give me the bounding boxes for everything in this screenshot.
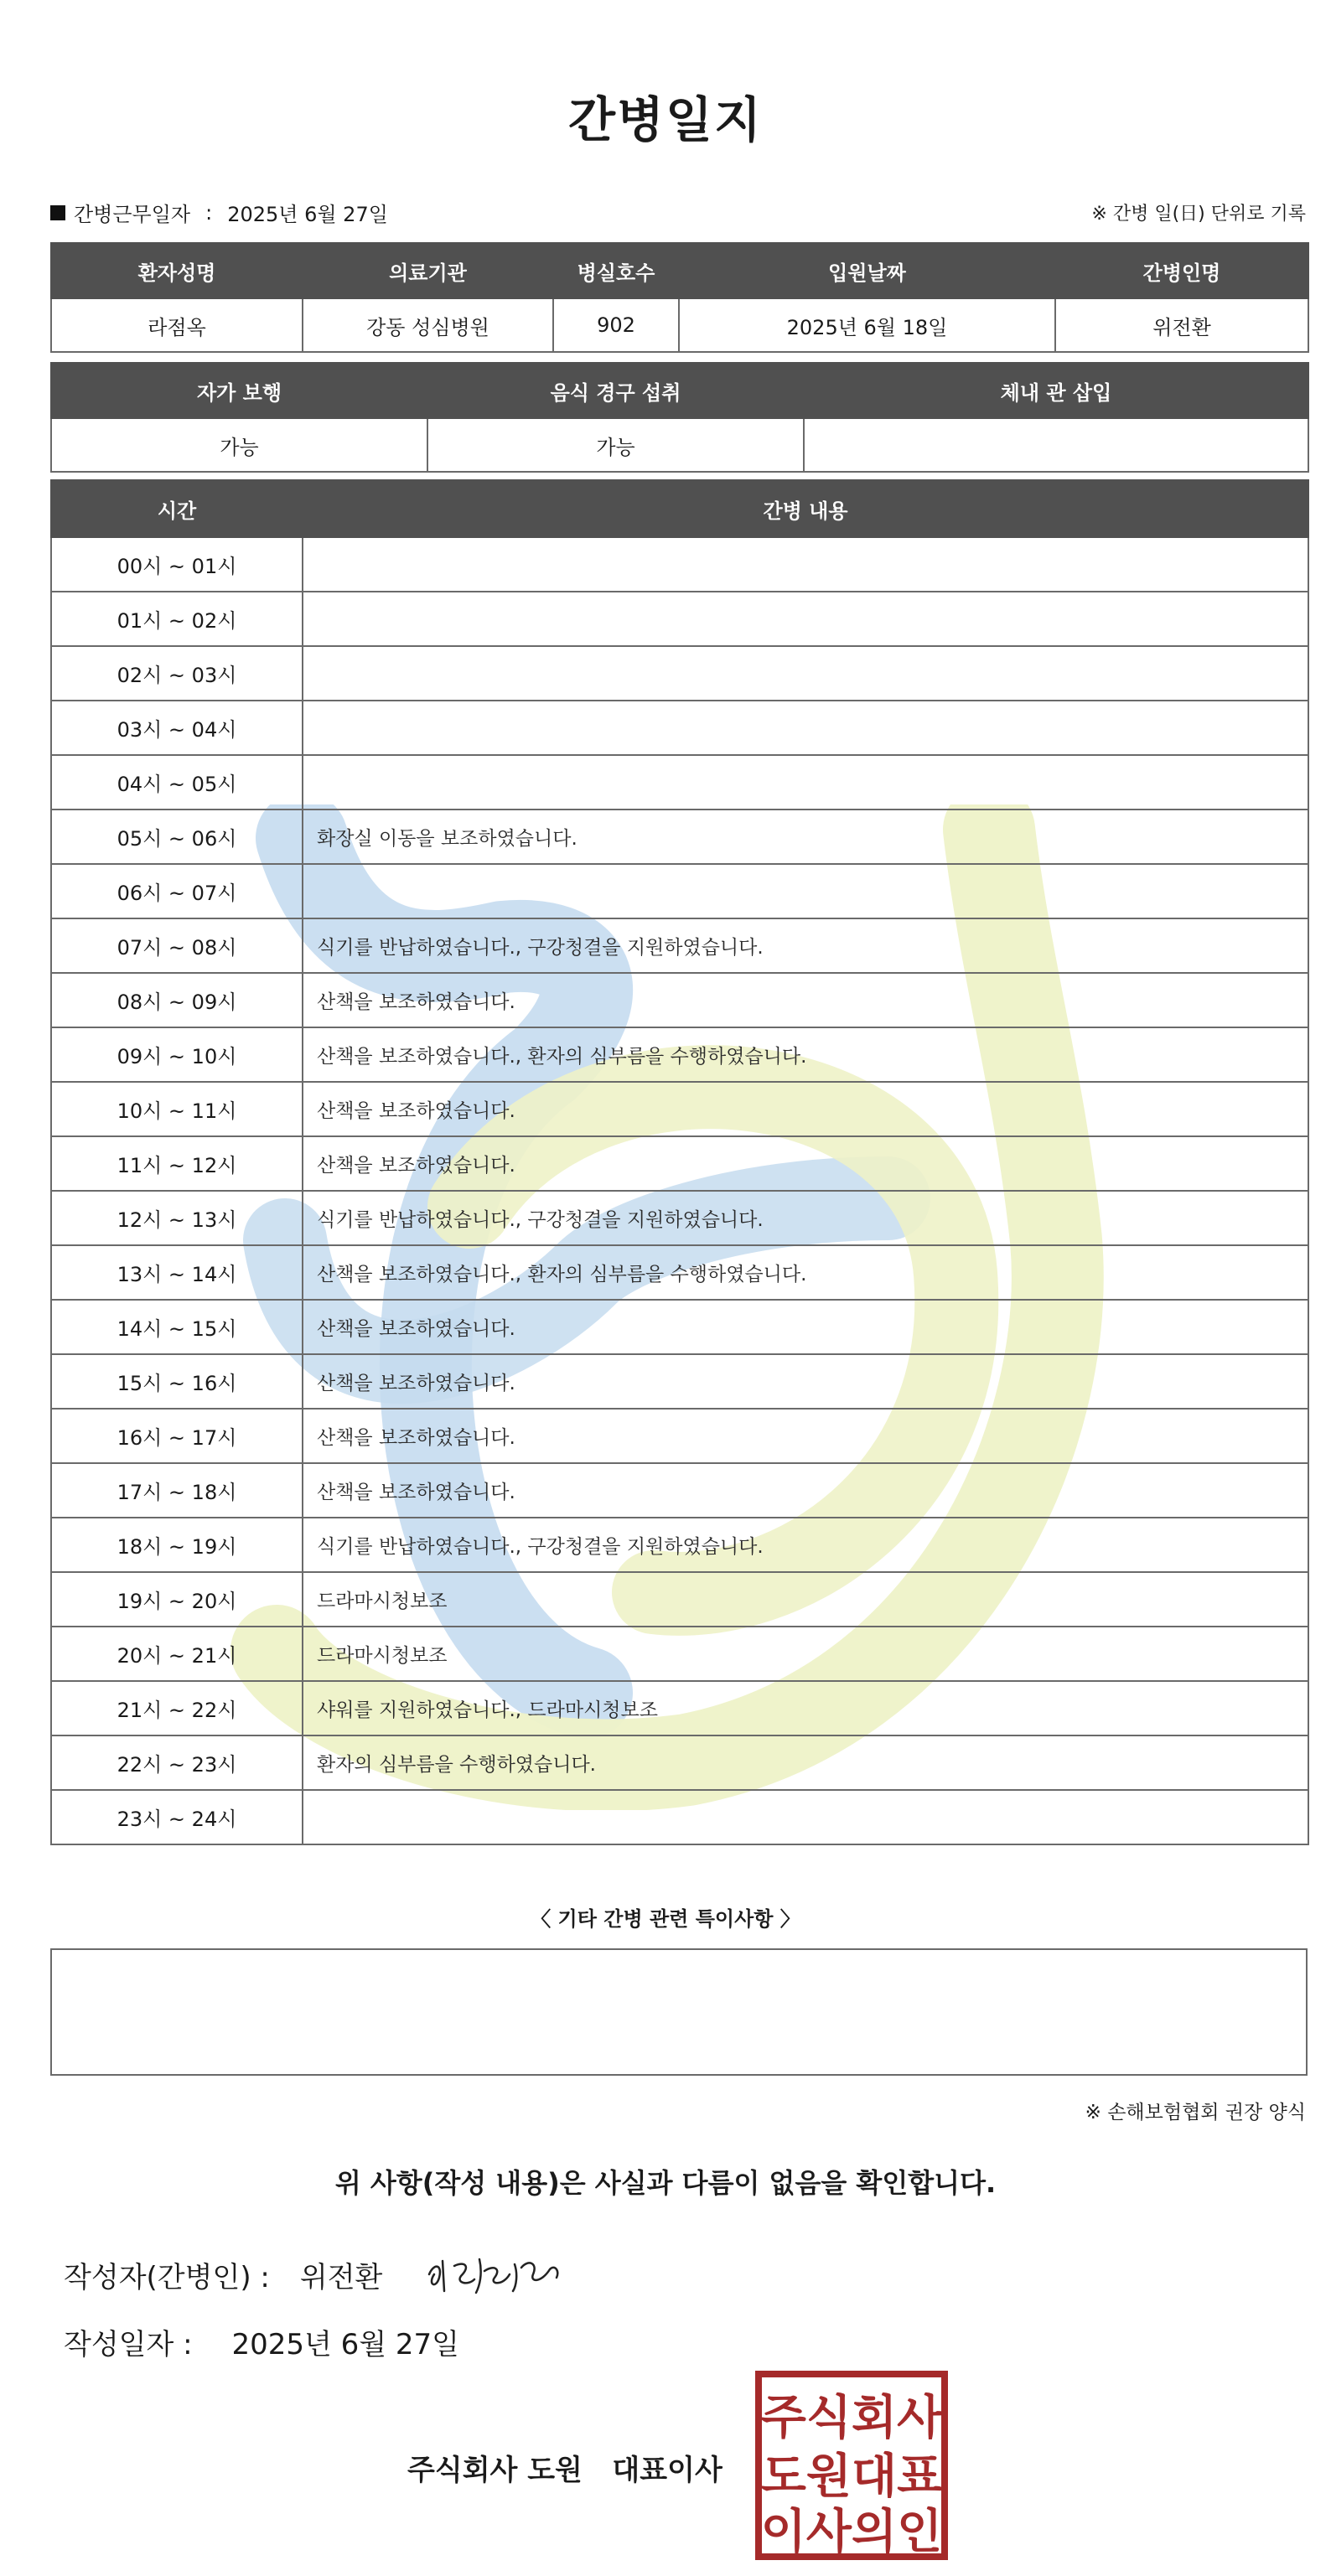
company-representative: 주식회사 도원 대표이사 [407,2454,722,2487]
hourly-care-log-table [50,479,1309,1845]
log-row [51,1354,1308,1409]
bullet-square-icon [50,205,65,220]
tube-insertion-value [804,418,1308,472]
log-content: 산책을 보조하였습니다., 환자의 심부름을 수행하였습니다. [303,1245,1308,1300]
log-content [303,755,1308,810]
log-content [303,537,1308,592]
log-body [51,537,1308,1844]
log-time: 20시 ~ 21시 [51,1627,303,1681]
log-content: 식기를 반납하였습니다., 구강청결을 지원하였습니다. [303,918,1308,973]
log-content [303,646,1308,701]
writer-name: 위전환 [299,2260,383,2294]
written-date-value: 2025년 6월 27일 [231,2328,460,2361]
patient-value-row [51,298,1308,352]
log-content: 산책을 보조하였습니다. [303,1136,1308,1191]
log-content: 산책을 보조하였습니다. [303,1409,1308,1463]
work-date [50,198,388,227]
log-content: 산책을 보조하였습니다. [303,1300,1308,1354]
log-row [51,1681,1308,1735]
log-header-row [51,480,1308,537]
work-date-separator: : [205,200,213,225]
log-time: 01시 ~ 02시 [51,592,303,646]
log-content: 드라마시청보조 [303,1572,1308,1627]
log-row [51,810,1308,864]
log-row [51,537,1308,592]
log-row [51,1245,1308,1300]
log-content: 산책을 보조하였습니다., 환자의 심부름을 수행하였습니다. [303,1027,1308,1082]
written-date-line [64,2321,459,2362]
meta-row [50,198,1306,226]
hospital-name: 강동 성심병원 [303,298,553,352]
log-time: 04시 ~ 05시 [51,755,303,810]
confirmation-statement: 위 사항(작성 내용)은 사실과 다름이 없음을 확인합니다. [334,2167,997,2199]
log-row [51,755,1308,810]
log-content: 드라마시청보조 [303,1627,1308,1681]
log-time: 09시 ~ 10시 [51,1027,303,1082]
log-row [51,918,1308,973]
log-time: 00시 ~ 01시 [51,537,303,592]
ability-value-row [51,418,1308,472]
association-form-note: ※ 손해보험협회 권장 양식 [1085,2102,1306,2123]
log-time: 08시 ~ 09시 [51,973,303,1027]
header-tube-insertion: 체내 관 삽입 [804,363,1308,418]
log-row [51,1082,1308,1136]
header-caregiver-name: 간병인명 [1055,243,1308,298]
log-row [51,592,1308,646]
log-content: 식기를 반납하였습니다., 구강청결을 지원하였습니다. [303,1518,1308,1572]
room-number: 902 [553,298,679,352]
header-hospital: 의료기관 [303,243,553,298]
log-content: 산책을 보조하였습니다. [303,1082,1308,1136]
oral-intake-value: 가능 [427,418,804,472]
log-time: 05시 ~ 06시 [51,810,303,864]
log-time: 19시 ~ 20시 [51,1572,303,1627]
log-row [51,1463,1308,1518]
log-time: 23시 ~ 24시 [51,1790,303,1844]
patient-header-row [51,243,1308,298]
log-time: 03시 ~ 04시 [51,701,303,755]
log-content [303,701,1308,755]
log-content [303,864,1308,918]
log-row [51,1027,1308,1082]
log-content: 산책을 보조하였습니다. [303,1354,1308,1409]
writer-label: 작성자(간병인) : [64,2260,270,2294]
log-time: 18시 ~ 19시 [51,1518,303,1572]
log-content: 산책을 보조하였습니다. [303,973,1308,1027]
header-time: 시간 [51,480,303,537]
log-time: 17시 ~ 18시 [51,1463,303,1518]
log-row [51,1136,1308,1191]
log-time: 02시 ~ 03시 [51,646,303,701]
log-content: 산책을 보조하였습니다. [303,1463,1308,1518]
walking-value: 가능 [51,418,427,472]
company-seal-stamp [754,2370,949,2561]
seal-line-3: 이사의인 [760,2505,943,2559]
log-row [51,1409,1308,1463]
log-content [303,1790,1308,1844]
unit-note: ※ 간병 일(日) 단위로 기록 [1091,204,1306,225]
log-row [51,1191,1308,1245]
log-content: 샤워를 지원하였습니다., 드라마시청보조 [303,1681,1308,1735]
log-time: 10시 ~ 11시 [51,1082,303,1136]
log-time: 06시 ~ 07시 [51,864,303,918]
seal-line-1: 주식회사 [760,2391,943,2445]
header-room: 병실호수 [553,243,679,298]
log-time: 14시 ~ 15시 [51,1300,303,1354]
log-row [51,1627,1308,1681]
log-row [51,1735,1308,1790]
log-content: 환자의 심부름을 수행하였습니다. [303,1735,1308,1790]
log-row [51,1518,1308,1572]
log-content: 식기를 반납하였습니다., 구강청결을 지원하였습니다. [303,1191,1308,1245]
log-row [51,1790,1308,1844]
header-patient-name: 환자성명 [51,243,303,298]
patient-info-table [50,242,1309,353]
work-date-value: 2025년 6월 27일 [227,203,388,226]
patient-name: 라점옥 [51,298,303,352]
log-time: 16시 ~ 17시 [51,1409,303,1463]
writer-line [64,2249,567,2299]
log-row [51,1572,1308,1627]
log-time: 21시 ~ 22시 [51,1681,303,1735]
log-time: 13시 ~ 14시 [51,1245,303,1300]
patient-ability-table [50,362,1309,473]
log-content [303,592,1308,646]
ability-header-row [51,363,1308,418]
log-time: 22시 ~ 23시 [51,1735,303,1790]
log-row [51,973,1308,1027]
special-notes-box [50,1948,1308,2076]
work-date-label: 간병근무일자 [74,203,191,226]
log-row [51,701,1308,755]
header-admission-date: 입원날짜 [679,243,1055,298]
special-notes-title: 〈 기타 간병 관련 특이사항 〉 [531,1907,800,1931]
written-date-label: 작성일자 : [64,2328,193,2361]
log-time: 11시 ~ 12시 [51,1136,303,1191]
log-row [51,864,1308,918]
document-title: 간병일지 [567,91,764,148]
seal-line-2: 도원대표 [760,2449,943,2504]
header-walking: 자가 보행 [51,363,427,418]
log-content: 화장실 이동을 보조하였습니다. [303,810,1308,864]
caregiver-name: 위전환 [1055,298,1308,352]
handwritten-signature [424,2249,567,2299]
log-time: 07시 ~ 08시 [51,918,303,973]
log-time: 15시 ~ 16시 [51,1354,303,1409]
header-care-content: 간병 내용 [303,480,1308,537]
log-row [51,1300,1308,1354]
log-row [51,646,1308,701]
header-oral-intake: 음식 경구 섭취 [427,363,804,418]
admission-date: 2025년 6월 18일 [679,298,1055,352]
log-time: 12시 ~ 13시 [51,1191,303,1245]
